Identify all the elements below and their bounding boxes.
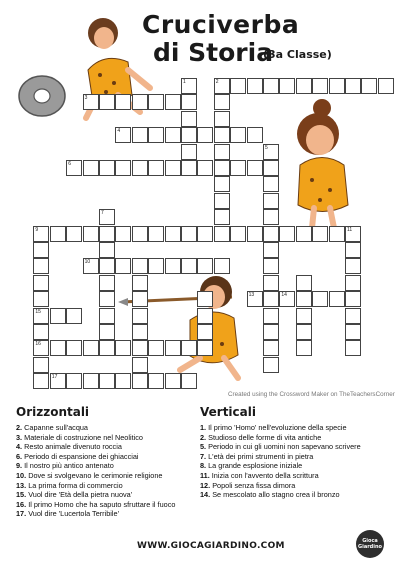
clue-text: Periodo in cui gli uomini non sapevano scrivere xyxy=(208,442,361,452)
crossword-cell[interactable] xyxy=(197,324,213,340)
clue-number: 6. xyxy=(16,451,23,461)
crossword-cell[interactable] xyxy=(66,226,82,242)
crossword-cell[interactable] xyxy=(296,308,312,324)
crossword-cell[interactable] xyxy=(378,78,394,94)
crossword-cell[interactable] xyxy=(329,226,345,242)
clue-item xyxy=(200,442,361,452)
crossword-cell[interactable] xyxy=(181,340,197,356)
logo-text: Gioca Giardino xyxy=(358,538,382,550)
clue-text: Capanne sull'acqua xyxy=(24,423,88,432)
crossword-cell[interactable] xyxy=(33,275,49,291)
clue-item xyxy=(200,471,361,481)
crossword-cell[interactable] xyxy=(132,226,148,242)
clue-number: 12. xyxy=(200,480,211,490)
crossword-cell[interactable] xyxy=(99,94,115,110)
crossword-cell[interactable] xyxy=(148,160,164,176)
crossword-cell[interactable] xyxy=(263,144,279,160)
crossword-cell[interactable] xyxy=(99,160,115,176)
crossword-cell[interactable] xyxy=(263,308,279,324)
clue-item xyxy=(16,471,175,481)
clue-text: Resto animale divenuto roccia xyxy=(24,442,122,452)
crossword-cell[interactable] xyxy=(132,94,148,110)
clue-item xyxy=(16,433,175,443)
crossword-cell[interactable] xyxy=(115,258,131,274)
credit-text: Created using the Crossword Maker on TheTeachersCorner xyxy=(228,391,395,398)
crossword-cell[interactable] xyxy=(132,373,148,389)
crossword-cell[interactable] xyxy=(165,373,181,389)
crossword-cell[interactable] xyxy=(66,308,82,324)
crossword-cell[interactable] xyxy=(214,193,230,209)
crossword-cell[interactable] xyxy=(83,160,99,176)
crossword-cell[interactable] xyxy=(50,373,66,389)
crossword-cell[interactable] xyxy=(33,373,49,389)
crossword-cell[interactable] xyxy=(99,226,115,242)
crossword-cell[interactable] xyxy=(99,340,115,356)
crossword-cell[interactable] xyxy=(247,78,263,94)
crossword-cell[interactable] xyxy=(132,357,148,373)
crossword-cell[interactable] xyxy=(329,291,345,307)
crossword-cell[interactable] xyxy=(197,258,213,274)
crossword-cell[interactable] xyxy=(115,226,131,242)
gioca-giardino-logo-icon xyxy=(356,530,384,558)
clue-item xyxy=(200,423,361,433)
crossword-cell[interactable] xyxy=(66,160,82,176)
clue-text: Studioso delle forme di vita antiche xyxy=(208,432,322,442)
crossword-cell[interactable] xyxy=(214,209,230,225)
crossword-cell[interactable] xyxy=(345,242,361,258)
horizontal-clue-list xyxy=(16,423,175,519)
clue-item xyxy=(16,500,175,510)
clue-text: Popoli senza fissa dimora xyxy=(212,480,296,490)
crossword-cell[interactable] xyxy=(115,160,131,176)
crossword-cell[interactable] xyxy=(312,78,328,94)
crossword-cell[interactable] xyxy=(214,258,230,274)
crossword-cell[interactable] xyxy=(181,226,197,242)
crossword-cell[interactable] xyxy=(197,291,213,307)
cell-number: 15 xyxy=(35,308,41,315)
cell-number: 9 xyxy=(35,226,39,233)
crossword-cell[interactable] xyxy=(148,258,164,274)
crossword-cell[interactable] xyxy=(148,127,164,143)
crossword-cell[interactable] xyxy=(50,308,66,324)
crossword-cell[interactable] xyxy=(345,275,361,291)
crossword-cell[interactable] xyxy=(33,340,49,356)
crossword-cell[interactable] xyxy=(132,324,148,340)
clue-number: 14. xyxy=(200,490,211,500)
cell-number: 17 xyxy=(51,374,58,381)
crossword-cell[interactable] xyxy=(165,226,181,242)
crossword-cell[interactable] xyxy=(345,226,361,242)
crossword-cell[interactable] xyxy=(296,291,312,307)
crossword-cell[interactable] xyxy=(83,258,99,274)
clue-text: Materiale di costruzione nel Neolitico xyxy=(24,432,143,442)
crossword-cell[interactable] xyxy=(165,340,181,356)
clue-number: 13. xyxy=(16,480,27,490)
clue-number: 11. xyxy=(200,470,210,480)
clue-text: Il primo 'Homo' nell'evoluzione della specie xyxy=(208,423,347,432)
crossword-cell[interactable] xyxy=(181,127,197,143)
crossword-cell[interactable] xyxy=(33,357,49,373)
clue-number: 2. xyxy=(16,423,23,432)
crossword-cell[interactable] xyxy=(263,226,279,242)
clue-number: 8. xyxy=(200,461,207,471)
crossword-cell[interactable] xyxy=(197,226,213,242)
crossword-cell[interactable] xyxy=(247,226,263,242)
crossword-cell[interactable] xyxy=(197,308,213,324)
clue-text: La prima forma di commercio xyxy=(28,480,123,490)
cell-number: 5 xyxy=(265,144,268,151)
crossword-cell[interactable] xyxy=(296,275,312,291)
crossword-cell[interactable] xyxy=(132,127,148,143)
clue-number: 4. xyxy=(16,442,23,452)
crossword-cell[interactable] xyxy=(181,78,197,94)
vertical-heading: Verticali xyxy=(200,405,256,419)
crossword-cell[interactable] xyxy=(33,324,49,340)
crossword-cell[interactable] xyxy=(296,340,312,356)
crossword-cell[interactable] xyxy=(66,340,82,356)
clue-number: 7. xyxy=(200,451,207,461)
clue-number: 16. xyxy=(16,499,27,509)
vertical-clue-list xyxy=(200,423,361,500)
crossword-cell[interactable] xyxy=(296,78,312,94)
clue-number: 2. xyxy=(200,432,207,442)
cell-number: 2 xyxy=(215,79,219,85)
cell-number: 14 xyxy=(281,292,287,299)
crossword-cell[interactable] xyxy=(181,94,197,110)
crossword-cell[interactable] xyxy=(345,324,361,340)
clue-number: 9. xyxy=(16,461,23,471)
title-line-2: di Storia xyxy=(153,38,274,67)
clue-item xyxy=(200,490,361,500)
crossword-cell[interactable] xyxy=(83,373,99,389)
crossword-cell[interactable] xyxy=(83,226,99,242)
crossword-cell[interactable] xyxy=(296,324,312,340)
crossword-cell[interactable] xyxy=(345,340,361,356)
website-url: WWW.GIOCAGIARDINO.COM xyxy=(137,541,285,551)
crossword-cell[interactable] xyxy=(214,160,230,176)
cell-number: 6 xyxy=(68,161,71,167)
clue-text: Periodo di espansione dei ghiacciai xyxy=(24,451,139,461)
clue-number: 17. xyxy=(16,509,27,519)
clue-text: Il nostro più antico antenato xyxy=(24,461,114,471)
clue-item xyxy=(200,481,361,491)
crossword-cell[interactable] xyxy=(83,94,99,110)
crossword-cell[interactable] xyxy=(312,226,328,242)
crossword-cell[interactable] xyxy=(263,209,279,225)
clue-item xyxy=(16,481,175,491)
clue-item xyxy=(16,442,175,452)
crossword-cell[interactable] xyxy=(263,324,279,340)
crossword-cell[interactable] xyxy=(263,193,279,209)
clue-item xyxy=(16,423,175,433)
clue-item xyxy=(200,452,361,462)
crossword-cell[interactable] xyxy=(263,340,279,356)
crossword-cell[interactable] xyxy=(181,144,197,160)
crossword-cell[interactable] xyxy=(214,111,230,127)
crossword-cell[interactable] xyxy=(263,78,279,94)
horizontal-heading: Orizzontali xyxy=(16,405,90,419)
title-line-1: Cruciverba xyxy=(142,10,300,39)
crossword-cell[interactable] xyxy=(247,127,263,143)
crossword-cell[interactable] xyxy=(345,291,361,307)
crossword-cell[interactable] xyxy=(279,291,295,307)
cell-number: 4 xyxy=(117,128,121,135)
clue-item xyxy=(16,490,175,500)
crossword-cell[interactable] xyxy=(99,291,115,307)
crossword-cell[interactable] xyxy=(132,340,148,356)
crossword-cell[interactable] xyxy=(214,78,230,94)
cell-number: 16 xyxy=(35,341,41,348)
crossword-cell[interactable] xyxy=(165,258,181,274)
crossword-cell[interactable] xyxy=(50,340,66,356)
crossword-cell[interactable] xyxy=(115,340,131,356)
cell-number: 11 xyxy=(347,226,353,233)
cell-number: 13 xyxy=(248,292,255,299)
crossword-cell[interactable] xyxy=(99,373,115,389)
crossword-cell[interactable] xyxy=(165,160,181,176)
crossword-cell[interactable] xyxy=(296,226,312,242)
crossword-cell[interactable] xyxy=(132,275,148,291)
crossword-cell[interactable] xyxy=(329,78,345,94)
crossword-cell[interactable] xyxy=(230,226,246,242)
crossword-cell[interactable] xyxy=(214,176,230,192)
crossword-cell[interactable] xyxy=(263,275,279,291)
crossword-cell[interactable] xyxy=(148,373,164,389)
crossword-cell[interactable] xyxy=(181,160,197,176)
crossword-cell[interactable] xyxy=(197,160,213,176)
crossword-cell[interactable] xyxy=(181,258,197,274)
clue-text: Se mescolato allo stagno crea il bronzo xyxy=(212,490,340,500)
crossword-cell[interactable] xyxy=(197,340,213,356)
crossword-cell[interactable] xyxy=(99,308,115,324)
clue-item xyxy=(200,433,361,443)
crossword-cell[interactable] xyxy=(66,373,82,389)
crossword-cell[interactable] xyxy=(132,308,148,324)
clue-text: Dove si svolgevano le cerimonie religione xyxy=(28,470,163,480)
crossword-cell[interactable] xyxy=(148,226,164,242)
crossword-cell[interactable] xyxy=(263,242,279,258)
crossword-cell[interactable] xyxy=(263,357,279,373)
crossword-cell[interactable] xyxy=(99,324,115,340)
crossword-cell[interactable] xyxy=(99,242,115,258)
crossword-cell[interactable] xyxy=(279,226,295,242)
clue-number: 10. xyxy=(16,470,27,480)
crossword-cell[interactable] xyxy=(132,258,148,274)
crossword-cell[interactable] xyxy=(148,94,164,110)
crossword-cell[interactable] xyxy=(50,226,66,242)
clue-item xyxy=(16,509,175,519)
clue-item xyxy=(16,461,175,471)
crossword-cell[interactable] xyxy=(214,144,230,160)
clue-text: L'età dei primi strumenti in pietra xyxy=(208,451,314,461)
crossword-cell[interactable] xyxy=(214,127,230,143)
crossword-cell[interactable] xyxy=(99,258,115,274)
crossword-cell[interactable] xyxy=(345,308,361,324)
crossword-cell[interactable] xyxy=(263,160,279,176)
clue-number: 3. xyxy=(16,432,23,442)
crossword-cell[interactable] xyxy=(263,258,279,274)
crossword-cell[interactable] xyxy=(263,291,279,307)
crossword-cell[interactable] xyxy=(230,78,246,94)
crossword-cell[interactable] xyxy=(214,226,230,242)
crossword-cell[interactable] xyxy=(115,94,131,110)
crossword-cell[interactable] xyxy=(83,340,99,356)
crossword-cell[interactable] xyxy=(33,308,49,324)
crossword-cell[interactable] xyxy=(181,111,197,127)
crossword-cell[interactable] xyxy=(148,340,164,356)
clue-number: 1. xyxy=(200,423,207,432)
cell-number: 3 xyxy=(84,95,88,102)
crossword-cell[interactable] xyxy=(165,127,181,143)
clue-text: Vuol dire 'Età della pietra nuova' xyxy=(28,490,133,500)
crossword-cell[interactable] xyxy=(247,291,263,307)
crossword-cell[interactable] xyxy=(230,160,246,176)
crossword-cell[interactable] xyxy=(197,127,213,143)
cell-number: 7 xyxy=(101,210,104,217)
crossword-cell[interactable] xyxy=(99,209,115,225)
crossword-cell[interactable] xyxy=(345,78,361,94)
crossword-cell[interactable] xyxy=(247,160,263,176)
clue-text: Il primo Homo che ha saputo sfruttare il fuoco xyxy=(28,499,176,509)
crossword-cell[interactable] xyxy=(361,78,377,94)
clue-number: 15. xyxy=(16,490,27,500)
clue-item xyxy=(16,452,175,462)
crossword-cell[interactable] xyxy=(99,275,115,291)
crossword-cell[interactable] xyxy=(33,291,49,307)
clue-item xyxy=(200,461,361,471)
crossword-cell[interactable] xyxy=(165,94,181,110)
crossword-cell[interactable] xyxy=(115,373,131,389)
crossword-cell[interactable] xyxy=(230,127,246,143)
crossword-cell[interactable] xyxy=(279,78,295,94)
clue-number: 5. xyxy=(200,442,207,452)
grade-label: (3a Classe) xyxy=(263,48,332,61)
clue-text: La grande esplosione iniziale xyxy=(208,461,303,471)
crossword-cell[interactable] xyxy=(263,176,279,192)
crossword-cell[interactable] xyxy=(33,242,49,258)
crossword-cell[interactable] xyxy=(132,160,148,176)
crossword-cell[interactable] xyxy=(115,127,131,143)
cell-number: 10 xyxy=(84,259,91,266)
crossword-cell[interactable] xyxy=(33,226,49,242)
crossword-cell[interactable] xyxy=(312,291,328,307)
clue-text: Inizia con l'avvento della scrittura xyxy=(211,470,319,480)
clue-text: Vuol dire 'Lucertola Terribile' xyxy=(28,509,119,519)
crossword-cell[interactable] xyxy=(33,258,49,274)
cell-number: 1 xyxy=(183,79,186,85)
crossword-cell[interactable] xyxy=(132,291,148,307)
crossword-cell[interactable] xyxy=(214,94,230,110)
crossword-cell[interactable] xyxy=(345,258,361,274)
crossword-cell[interactable] xyxy=(181,373,197,389)
